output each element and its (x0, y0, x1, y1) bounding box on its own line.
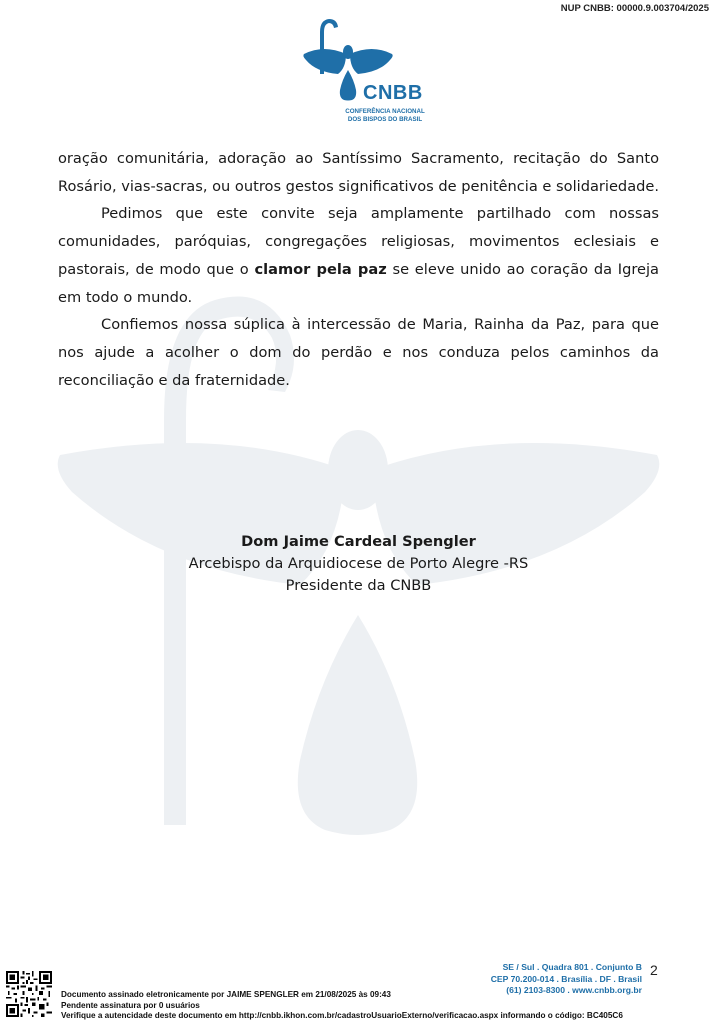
nup-number: NUP CNBB: 00000.9.003704/2025 (560, 3, 709, 14)
logo-subtitle (345, 108, 425, 123)
address-line-2: CEP 70.200-014 . Brasília . DF . Brasil (490, 973, 642, 984)
signature-block (58, 531, 659, 597)
logo-subtitle-line1: CONFERÊNCIA NACIONAL (345, 108, 425, 115)
footer-line-3: Verifique a autencidade deste documento em http://cnbb.ikhon.com.br/cadastroUsuarioExterno/verificacao.aspx informando o código: BC405C6 (61, 1011, 623, 1020)
signatory-role-2: Presidente da CNBB (285, 577, 432, 594)
qr-code-icon (6, 971, 52, 1017)
signature-footer (61, 990, 623, 1022)
logo-subtitle-line2: DOS BISPOS DO BRASIL (347, 115, 423, 123)
address-line-3: (61) 2103-8300 . www.cnbb.org.br (506, 985, 642, 995)
footer-line-2: Pendente assinatura por 0 usuários (61, 1000, 200, 1010)
signatory-name: Dom Jaime Cardeal Spengler (241, 533, 476, 550)
paragraph-1: oração comunitária, adoração ao Santíssimo Sacramento, recitação do Santo Rosário, vias-sacras, ou outros gestos significativos de penitência e solidariedade. (58, 150, 660, 195)
signatory-role-1: Arcebispo da Arquidiocese de Porto Alegre -RS (188, 555, 529, 572)
paragraph-2-bold: clamor pela paz (254, 260, 387, 278)
paragraph-2-start: Pedimos que este convite seja amplamente partilhado com nossas comunidades, paróquias, congregações religiosas, movimentos eclesiais e pastorais, de modo que o (58, 205, 659, 278)
logo-brand: CNBB (363, 82, 423, 104)
paragraph-2 (58, 200, 659, 311)
letter-body (58, 145, 659, 394)
paragraph-3: Confiemos nossa súplica à intercessão de Maria, Rainha da Paz, para que nos ajude a acolher o dom do perdão e nos conduza pelos caminhos da reconciliação e da fraternidade. (58, 316, 659, 389)
paragraph-2-end: se eleve unido ao coração da Igreja em todo o mundo. (58, 260, 659, 306)
page-number: 2 (650, 962, 658, 978)
footer-line-1: Documento assinado eletronicamente por JAIME SPENGLER em 21/08/2025 às 09:43 (61, 990, 391, 999)
address-line-1: SE / Sul . Quadra 801 . Conjunto B (502, 962, 642, 972)
